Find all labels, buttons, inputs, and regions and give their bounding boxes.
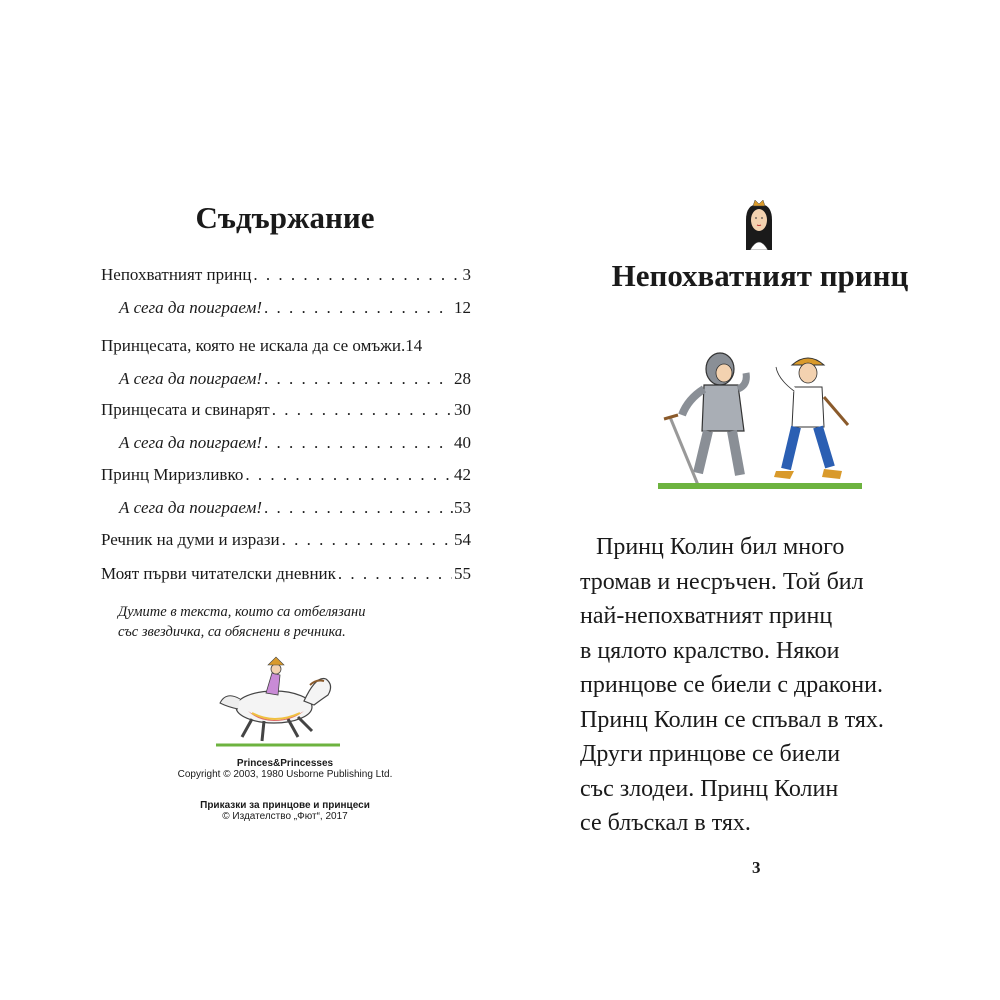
toc-entry[interactable] <box>101 465 471 487</box>
toc-entry[interactable] <box>101 564 471 586</box>
toc-leader-dots <box>282 530 452 550</box>
original-title: Princes&Princesses <box>236 758 334 769</box>
toc-entry-page: 40 <box>454 433 471 452</box>
toc-entry[interactable] <box>119 298 471 320</box>
toc-entry-page: 54 <box>454 530 471 549</box>
knight-and-prince-illustration <box>658 345 862 493</box>
toc-entry[interactable] <box>119 369 471 391</box>
story-title: Непохватният принц <box>611 258 909 293</box>
toc-entry-page: 12 <box>454 298 471 317</box>
toc-entry[interactable] <box>101 400 471 422</box>
toc-entry-label: Принцесата и свинарят <box>101 400 270 419</box>
original-title-credit <box>140 758 430 780</box>
toc-entry-label: Речник на думи и изрази <box>101 530 280 549</box>
toc-entry-page: 42 <box>454 465 471 484</box>
toc-leader-dots <box>264 498 448 518</box>
toc-entry-page: 30 <box>454 400 471 419</box>
copyright-line: Copyright © 2003, 1980 Usborne Publishing Ltd. <box>177 769 393 780</box>
toc-entry-label: Непохватният принц <box>101 265 252 284</box>
toc-leader-dots <box>338 564 452 584</box>
toc-entry-page: 28 <box>454 369 471 388</box>
toc-leader-dots <box>245 465 452 485</box>
story-line: Принц Колин бил много <box>596 534 845 560</box>
toc-entry-label: Принц Миризливко <box>101 465 244 484</box>
toc-entry-label: А сега да поиграем! <box>119 369 262 388</box>
story-line: най-непохватният принц <box>580 603 833 629</box>
story-line: в цялото кралство. Някои <box>580 637 840 664</box>
toc-entry[interactable] <box>119 433 471 455</box>
toc-title: Съдържание <box>195 200 375 235</box>
publisher-line: © Издателство „Фют“, 2017 <box>222 811 348 822</box>
toc-leader-dots <box>264 433 452 453</box>
toc-entry[interactable] <box>101 265 471 287</box>
toc-entry-page: 3 <box>462 265 471 284</box>
story-text <box>580 530 980 841</box>
glossary-note-line: със звездичка, са обяснени в речника. <box>118 624 346 640</box>
story-line: Принц Колин се спъвал в тях. <box>580 706 884 733</box>
princess-on-horse-illustration <box>212 655 344 749</box>
story-line: се блъскал в тях. <box>580 810 751 836</box>
toc-entry-label: А сега да поиграем! <box>119 498 262 517</box>
right-page <box>500 0 1000 1000</box>
glossary-note-line: Думите в текста, които са отбелязани <box>118 604 366 620</box>
toc-leader-dots <box>272 400 452 420</box>
toc-entry[interactable] <box>119 498 471 520</box>
story-line: Други принцове се биели <box>580 741 841 767</box>
toc-entry-page: 14 <box>405 336 423 355</box>
toc-entry-page: .53 <box>449 498 471 517</box>
toc-leader-dots <box>253 265 460 285</box>
toc-entry-page: 55 <box>454 564 471 583</box>
toc-entry-label: А сега да поиграем! <box>119 298 262 317</box>
toc-entry-label: Принцесата, която не искала да се омъжи. <box>101 336 406 355</box>
princess-portrait-icon <box>738 196 780 250</box>
toc-entry-label: Моят първи читателски дневник <box>101 564 336 583</box>
glossary-note <box>118 602 448 642</box>
toc-leader-dots <box>264 369 452 389</box>
toc-entry-label: А сега да поиграем! <box>119 433 262 452</box>
story-line: тромав и несръчен. Той бил <box>580 568 864 595</box>
toc-entry[interactable] <box>101 530 471 552</box>
story-line: принцове се биели с дракони. <box>580 672 883 698</box>
bulgarian-edition-credit <box>140 800 430 822</box>
toc-entry[interactable] <box>101 336 471 358</box>
story-line: със злодеи. Принц Колин <box>580 775 839 802</box>
bulgarian-title: Приказки за принцове и принцеси <box>200 800 370 811</box>
toc-leader-dots <box>264 298 452 318</box>
page-number: 3 <box>752 858 761 877</box>
